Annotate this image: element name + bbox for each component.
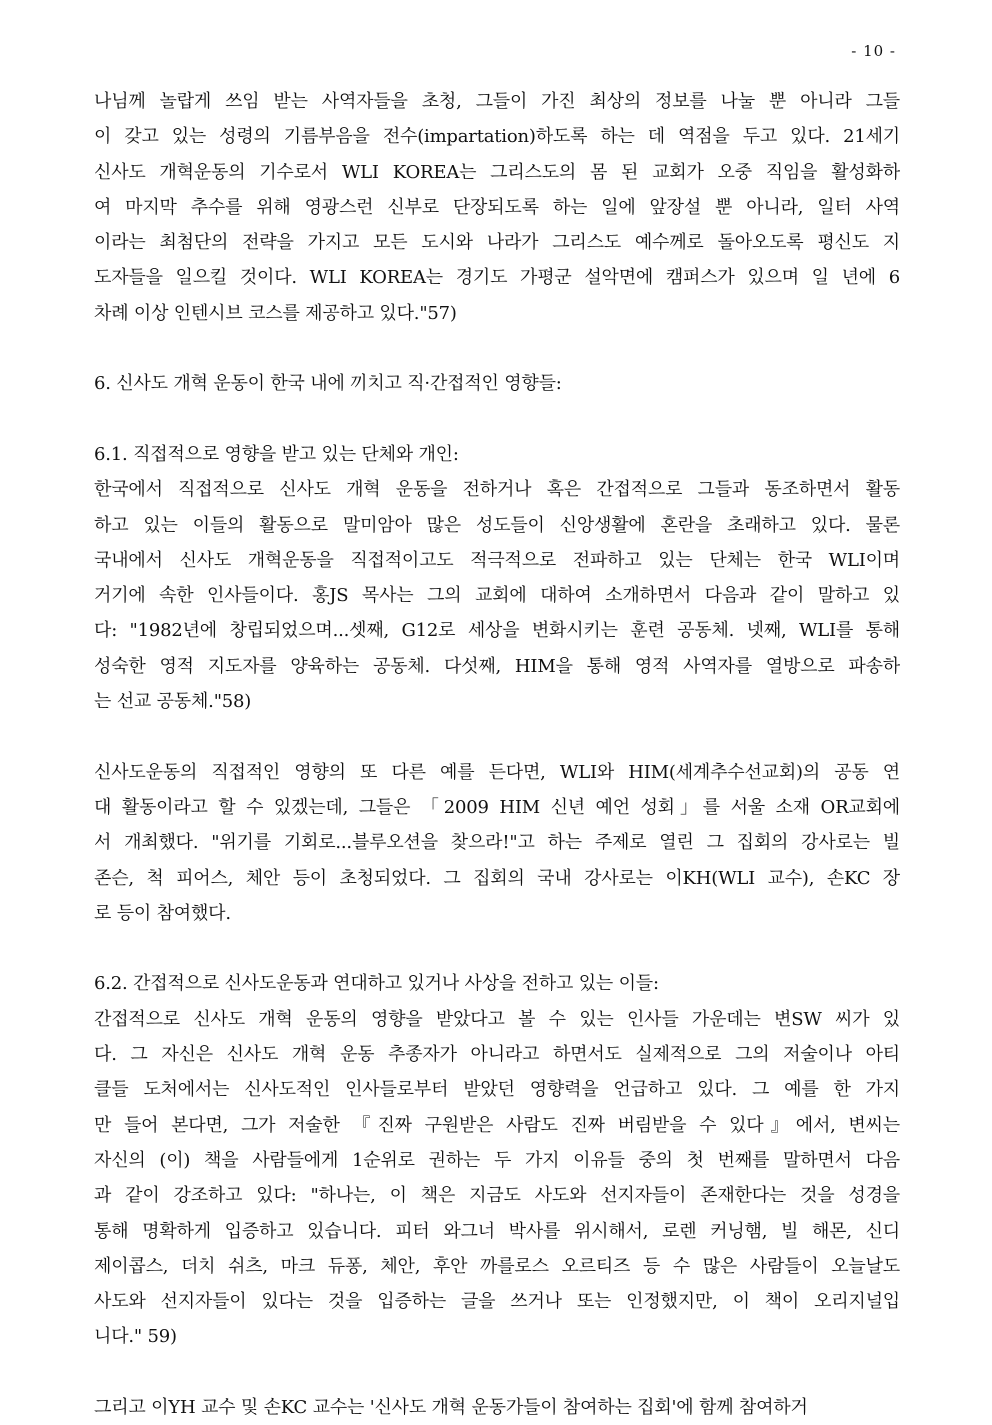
paragraph-gap bbox=[94, 719, 900, 754]
paragraph-gap bbox=[94, 931, 900, 966]
section-heading bbox=[94, 366, 900, 401]
text-line: 다. 그 자신은 신사도 개혁 운동 추종자가 아니라고 하면서도 실제적으로 그의 저술이나 아티 bbox=[94, 1044, 900, 1066]
text-line: 하고 있는 이들의 활동으로 말미암아 많은 성도들이 신앙생활에 혼란을 초래하고 있다. 물론 bbox=[94, 514, 900, 536]
paragraph bbox=[94, 437, 900, 719]
text-line: 6.1. 직접적으로 영향을 받고 있는 단체와 개인: bbox=[94, 443, 459, 465]
text-line: 성숙한 영적 지도자를 양육하는 공동체. 다섯째, HIM을 통해 영적 사역자를 열방으로 파송하 bbox=[94, 655, 900, 677]
paragraph bbox=[94, 1390, 900, 1425]
paragraph-gap bbox=[94, 402, 900, 437]
text-line: 서 개최했다. "위기를 기회로...블루오션을 찾으라!"고 하는 주제로 열린 그 집회의 강사로는 빌 bbox=[94, 832, 900, 854]
paragraph-gap bbox=[94, 331, 900, 366]
text-line: 자신의 (이) 책을 사람들에게 1순위로 권하는 두 가지 이유들 중의 첫 번째를 말하면서 다음 bbox=[94, 1149, 900, 1171]
text-line: 신사도 개혁운동의 기수로서 WLI KOREA는 그리스도의 몸 된 교회가 오중 직임을 활성화하 bbox=[94, 161, 900, 183]
text-line: 는 선교 공동체."58) bbox=[94, 691, 252, 713]
text-line: 나님께 놀랍게 쓰임 받는 사역자들을 초청, 그들이 가진 최상의 정보를 나눌 뿐 아니라 그들 bbox=[94, 91, 900, 112]
text-line: 만 들어 본다면, 그가 저술한 『진짜 구원받은 사람도 진짜 버림받을 수 있다』에서, 변씨는 bbox=[94, 1114, 900, 1136]
text-line: 이라는 최첨단의 전략을 가지고 모든 도시와 나라가 그리스도 예수께로 돌아오도록 평신도 지 bbox=[94, 232, 900, 254]
page-number: - 10 - bbox=[851, 42, 896, 60]
text-line: 로 등이 참여했다. bbox=[94, 902, 231, 924]
paragraph bbox=[94, 84, 900, 331]
text-line: 국내에서 신사도 개혁운동을 직접적이고도 적극적으로 전파하고 있는 단체는 한국 WLI이며 bbox=[94, 549, 900, 571]
text-line: 과 같이 강조하고 있다: "하나는, 이 책은 지금도 사도와 선지자들이 존재한다는 것을 성경을 bbox=[94, 1185, 900, 1207]
text-line: 니다." 59) bbox=[94, 1326, 177, 1348]
paragraph bbox=[94, 966, 900, 1354]
text-line: 제이콥스, 더치 쉬츠, 마크 듀퐁, 체안, 후안 까를로스 오르티즈 등 수 많은 사람들이 오늘날도 bbox=[94, 1255, 900, 1277]
text-line: 이 갖고 있는 성령의 기름부음을 전수(impartation)하도록 하는 데 역점을 두고 있다. 21세기 bbox=[94, 126, 900, 148]
text-line: 다: "1982년에 창립되었으며...셋째, G12로 세상을 변화시키는 훈련 공동체. 넷째, WLI를 통해 bbox=[94, 620, 900, 642]
text-line: 도자들을 일으킬 것이다. WLI KOREA는 경기도 가평군 설악면에 캠퍼스가 있으며 일 년에 6 bbox=[94, 267, 900, 289]
paragraph-gap bbox=[94, 1355, 900, 1390]
text-line: 그리고 이YH 교수 및 손KC 교수는 '신사도 개혁 운동가들이 참여하는 집회'에 함께 참여하거 bbox=[94, 1396, 808, 1418]
text-line: 존슨, 척 피어스, 체안 등이 초청되었다. 그 집회의 국내 강사로는 이KH(WLI 교수), 손KC 장 bbox=[94, 867, 900, 889]
text-line: 클들 도처에서는 신사도적인 인사들로부터 받았던 영향력을 언급하고 있다. 그 예를 한 가지 bbox=[94, 1079, 900, 1101]
text-line: 대 활동이라고 할 수 있겠는데, 그들은 「2009 HIM 신년 예언 성회」를 서울 소재 OR교회에 bbox=[94, 796, 900, 818]
text-line: 한국에서 직접적으로 신사도 개혁 운동을 전하거나 혹은 간접적으로 그들과 동조하면서 활동 bbox=[94, 479, 900, 501]
text-line: 신사도운동의 직접적인 영향의 또 다른 예를 든다면, WLI와 HIM(세계추수선교회)의 공동 연 bbox=[94, 761, 900, 783]
text-line: 사도와 선지자들이 있다는 것을 입증하는 글을 쓰거나 또는 인정했지만, 이 책이 오리지널입 bbox=[94, 1291, 900, 1313]
text-line: 여 마지막 추수를 위해 영광스런 신부로 단장되도록 하는 일에 앞장설 뿐 아니라, 일터 사역 bbox=[94, 196, 900, 218]
paragraph bbox=[94, 755, 900, 931]
text-line: 통해 명확하게 입증하고 있습니다. 피터 와그너 박사를 위시해서, 로렌 커닝햄, 빌 해몬, 신디 bbox=[94, 1220, 900, 1242]
text-line: 거기에 속한 인사들이다. 홍JS 목사는 그의 교회에 대하여 소개하면서 다음과 같이 말하고 있 bbox=[94, 585, 900, 607]
text-line: 6.2. 간접적으로 신사도운동과 연대하고 있거나 사상을 전하고 있는 이들: bbox=[94, 973, 659, 995]
text-line: 간접적으로 신사도 개혁 운동의 영향을 받았다고 볼 수 있는 인사들 가운데는 변SW 씨가 있 bbox=[94, 1008, 900, 1030]
text-line: 6. 신사도 개혁 운동이 한국 내에 끼치고 직·간접적인 영향들: bbox=[94, 373, 562, 395]
text-line: 차례 이상 인텐시브 코스를 제공하고 있다."57) bbox=[94, 302, 457, 324]
document-body bbox=[94, 84, 900, 1425]
